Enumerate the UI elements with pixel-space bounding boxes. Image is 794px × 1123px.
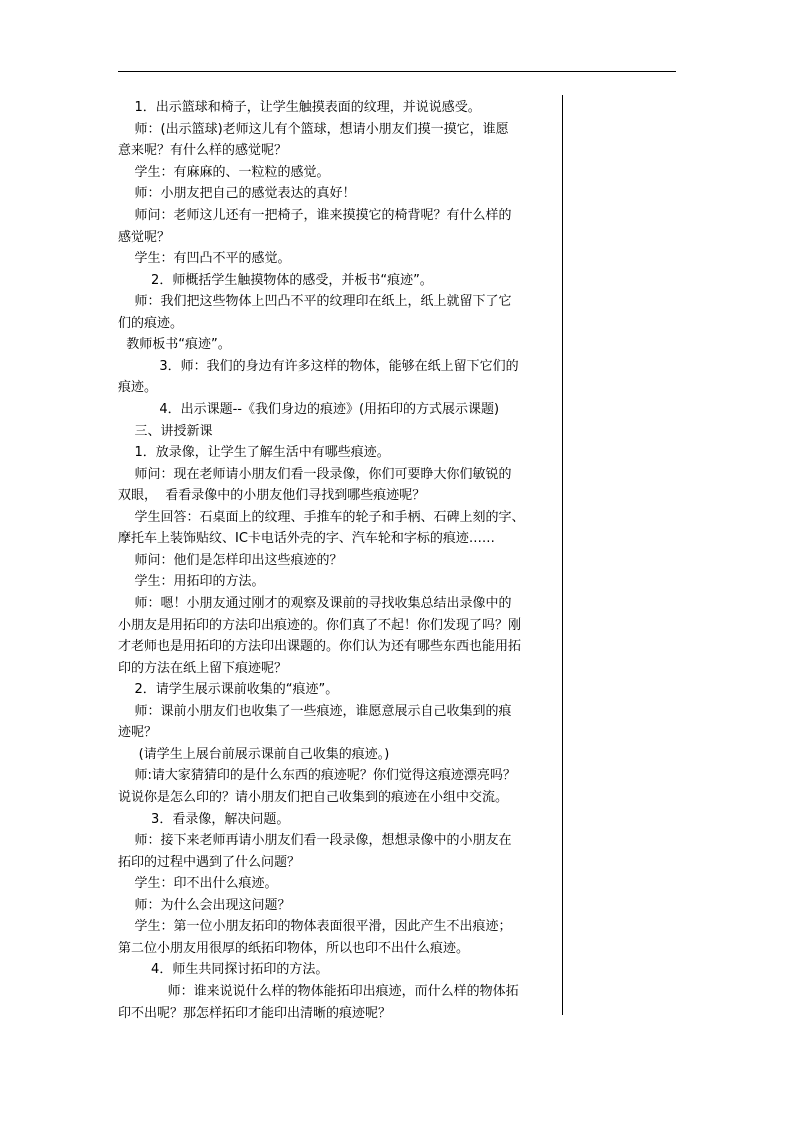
text-line: 4．出示课题--《我们身边的痕迹》(用拓印的方式展示课题): [118, 402, 500, 417]
text-line: 教师板书“痕迹”。: [118, 337, 231, 352]
text-line: 师:请大家猜猜印的是什么东西的痕迹呢？你们觉得这痕迹漂亮吗？: [118, 768, 516, 783]
text-line: 意来呢？有什么样的感觉呢？: [118, 143, 288, 158]
text-line: 师：我们把这些物体上凹凸不平的纹理印在纸上，纸上就留下了它: [118, 294, 512, 309]
text-line: 们的痕迹。: [118, 316, 184, 331]
text-line: 师：接下来老师再请小朋友们看一段录像，想想录像中的小朋友在: [118, 833, 512, 848]
header-rule: [118, 71, 676, 72]
table-right-border: [562, 95, 563, 1015]
text-line: 摩托车上装饰贴纹、IC卡电话外壳的字、汽车轮和字标的痕迹……: [118, 531, 495, 546]
text-line: 学生：用拓印的方法。: [118, 574, 265, 589]
text-line: 1．放录像，让学生了解生活中有哪些痕迹。: [118, 445, 390, 460]
text-line: 1．出示篮球和椅子，让学生触摸表面的纹理，并说说感受。: [118, 100, 481, 115]
text-line: 小朋友是用拓印的方法印出痕迹的。你们真了不起！你们发现了吗？刚: [118, 618, 522, 633]
text-line: 师问：现在老师请小朋友们看一段录像，你们可要睁大你们敏锐的: [118, 467, 512, 482]
text-line: 师问：老师这儿还有一把椅子，谁来摸摸它的椅背呢？有什么样的: [118, 208, 512, 223]
text-line: 师：嗯！小朋友通过刚才的观察及课前的寻找收集总结出录像中的: [118, 596, 512, 611]
text-line: 拓印的过程中遇到了什么问题？: [118, 855, 301, 870]
text-line: 痕迹。: [118, 380, 158, 395]
text-line: (请学生上展台前展示课前自己收集的痕迹。): [118, 747, 390, 762]
text-line: 师：小朋友把自己的感觉表达的真好！: [118, 186, 356, 201]
text-line: 印不出呢？那怎样拓印才能印出清晰的痕迹呢？: [118, 1006, 392, 1021]
text-line: 学生回答：石桌面上的纹理、手推车的轮子和手柄、石碑上刻的字、: [118, 510, 525, 525]
text-line: 学生：有麻麻的、一粒粒的感觉。: [118, 165, 330, 180]
text-line: 3．看录像，解决问题。: [118, 812, 290, 827]
text-line: 双眼， 看看录像中的小朋友他们寻找到哪些痕迹呢？: [118, 488, 426, 503]
text-line: 学生：有凹凸不平的感觉。: [118, 251, 291, 266]
text-line: 师：(出示篮球)老师这儿有个篮球，想请小朋友们摸一摸它，谁愿: [118, 122, 509, 137]
text-line: 师问：他们是怎样印出这些痕迹的？: [118, 553, 343, 568]
text-line: 师：课前小朋友们也收集了一些痕迹，谁愿意展示自己收集到的痕: [118, 704, 512, 719]
text-line: 师：谁来说说什么样的物体能拓印出痕迹，而什么样的物体拓: [118, 984, 519, 999]
text-line: 感觉呢？: [118, 230, 171, 245]
text-line: 说说你是怎么印的？请小朋友们把自己收集到的痕迹在小组中交流。: [118, 790, 509, 805]
text-line: 迹呢？: [118, 725, 158, 740]
text-line: 三、讲授新课: [118, 424, 213, 439]
text-line: 才老师也是用拓印的方法印出课题的。你们认为还有哪些东西也能用拓: [118, 639, 522, 654]
text-line: 学生：印不出什么痕迹。: [118, 876, 278, 891]
text-line: 师：为什么会出现这问题？: [118, 898, 291, 913]
text-line: 第二位小朋友用很厚的纸拓印物体，所以也印不出什么痕迹。: [118, 941, 470, 956]
text-line: 学生：第一位小朋友拓印的物体表面很平滑，因此产生不出痕迹；: [118, 919, 512, 934]
text-line: 3．师：我们的身边有许多这样的物体，能够在纸上留下它们的: [118, 359, 519, 374]
text-line: 2．请学生展示课前收集的“痕迹”。: [118, 682, 339, 697]
text-line: 4．师生共同探讨拓印的方法。: [118, 962, 329, 977]
text-line: 印的方法在纸上留下痕迹呢？: [118, 661, 288, 676]
text-line: 2．师概括学生触摸物体的感受，并板书“痕迹”。: [118, 273, 433, 288]
